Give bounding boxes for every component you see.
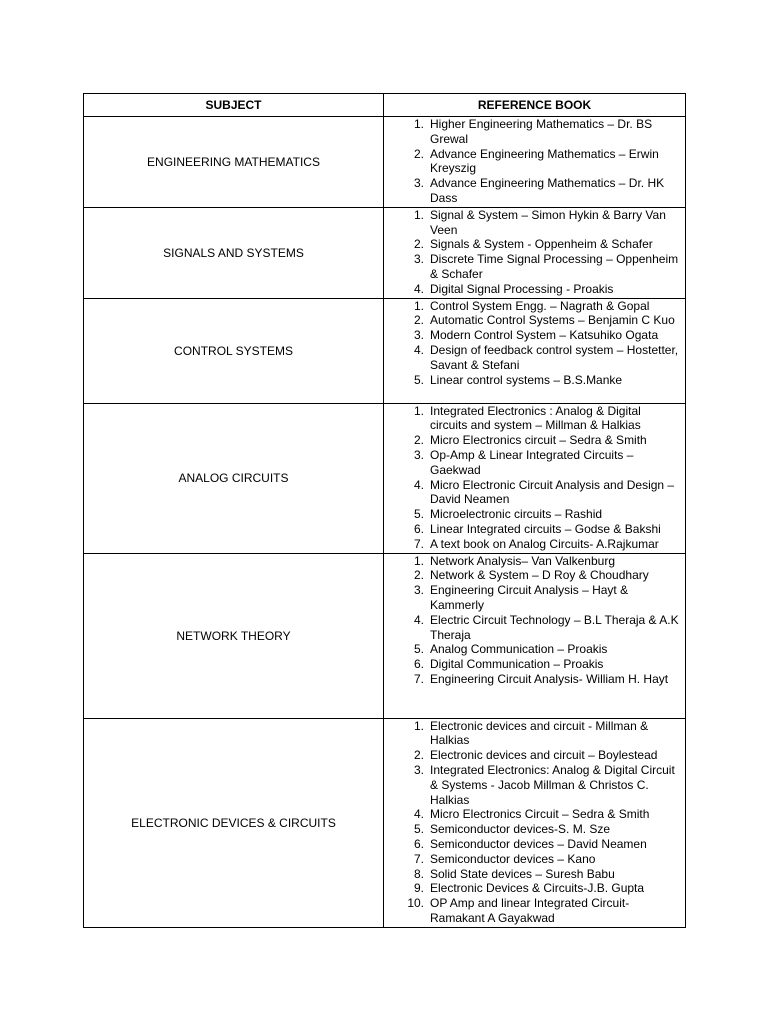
book-list [384, 404, 685, 552]
book-number: 2. [413, 146, 424, 161]
subject-cell: ENGINEERING MATHEMATICS [84, 117, 384, 208]
book-number: 2. [413, 433, 424, 448]
book-item [384, 657, 685, 672]
book-list [384, 554, 685, 687]
book-item [384, 448, 685, 478]
book-item [384, 478, 685, 508]
book-title: Network & System – D Roy & Choudhary [430, 568, 649, 583]
book-title: Discrete Time Signal Processing – Oppenheim & Schafer [430, 252, 679, 281]
table-row [84, 403, 686, 553]
book-title: Microelectronic circuits – Rashid [430, 507, 603, 522]
book-title: Integrated Electronics : Analog & Digital circuits and system – Millman & Halkias [430, 403, 641, 433]
book-item [384, 867, 685, 882]
book-number: 2. [413, 748, 424, 763]
book-number: 8. [413, 866, 424, 881]
book-number: 6. [413, 836, 424, 851]
book-number: 7. [413, 536, 424, 551]
book-list [384, 208, 685, 297]
book-number: 3. [413, 762, 424, 777]
book-item [384, 507, 685, 522]
book-title: Engineering Circuit Analysis – Hayt & Kammerly [430, 583, 629, 612]
book-title: Micro Electronics Circuit – Sedra & Smith [430, 807, 650, 822]
book-list [384, 117, 685, 206]
book-item [384, 881, 685, 896]
book-item [384, 299, 685, 314]
book-number: 3. [413, 447, 424, 462]
book-title: Electric Circuit Technology – B.L Theraja & A.K Theraja [430, 612, 679, 642]
book-title: Op-Amp & Linear Integrated Circuits – Gaekwad [430, 447, 634, 477]
book-number: 7. [413, 851, 424, 866]
reference-book-header: REFERENCE BOOK [384, 94, 686, 117]
book-item [384, 672, 685, 687]
books-cell [384, 298, 686, 403]
book-list [384, 719, 685, 926]
subject-cell: CONTROL SYSTEMS [84, 298, 384, 403]
book-item [384, 763, 685, 807]
book-title: Network Analysis– Van Valkenburg [430, 553, 615, 568]
book-number: 3. [413, 252, 424, 267]
book-number: 5. [413, 372, 424, 387]
book-title: OP Amp and linear Integrated Circuit-Ramakant A Gayakwad [430, 896, 630, 925]
book-item [384, 404, 685, 434]
book-item [384, 554, 685, 569]
book-title: Semiconductor devices-S. M. Sze [430, 822, 611, 837]
book-title: Higher Engineering Mathematics – Dr. BS Grewal [430, 117, 653, 146]
book-number: 6. [413, 657, 424, 672]
book-item [384, 343, 685, 373]
book-title: Signals & System - Oppenheim & Schafer [430, 237, 653, 252]
book-item [384, 613, 685, 643]
book-title: Semiconductor devices – David Neamen [430, 836, 647, 851]
book-title: Signal & System – Simon Hykin & Barry Van Veen [430, 207, 666, 237]
book-number: 3. [413, 328, 424, 343]
book-number: 4. [413, 807, 424, 822]
book-number: 1. [413, 298, 424, 313]
book-number: 5. [413, 642, 424, 657]
book-item [384, 807, 685, 822]
book-title: Semiconductor devices – Kano [430, 851, 596, 866]
book-item [384, 252, 685, 282]
book-title: Electronic devices and circuit - Millman & Halkias [430, 718, 649, 748]
book-item [384, 852, 685, 867]
book-number: 1. [413, 117, 424, 131]
book-item [384, 748, 685, 763]
subject-cell: SIGNALS AND SYSTEMS [84, 207, 384, 298]
book-title: Automatic Control Systems – Benjamin C Kuo [430, 313, 675, 328]
book-item [384, 822, 685, 837]
book-number: 2. [413, 313, 424, 328]
book-number: 4. [413, 612, 424, 627]
book-item [384, 522, 685, 537]
book-item [384, 719, 685, 749]
book-item [384, 176, 685, 206]
book-title: Advance Engineering Mathematics – Erwin Kreyszig [430, 146, 659, 176]
table-row [84, 718, 686, 927]
book-title: Analog Communication – Proakis [430, 642, 608, 657]
book-item [384, 208, 685, 238]
books-cell [384, 718, 686, 927]
book-title: Modern Control System – Katsuhiko Ogata [430, 328, 659, 343]
book-number: 1. [413, 718, 424, 733]
book-number: 3. [413, 583, 424, 598]
book-item [384, 837, 685, 852]
book-title: Advance Engineering Mathematics – Dr. HK Dass [430, 176, 665, 205]
book-item [384, 537, 685, 552]
reference-book-table [83, 93, 686, 928]
subject-cell: ELECTRONIC DEVICES & CIRCUITS [84, 718, 384, 927]
books-cell [384, 117, 686, 208]
book-number: 4. [413, 342, 424, 357]
book-title: Micro Electronic Circuit Analysis and Design – David Neamen [430, 477, 675, 507]
book-item [384, 328, 685, 343]
book-number: 10. [407, 896, 424, 911]
book-title: Electronic Devices & Circuits-J.B. Gupta [430, 881, 645, 896]
book-number: 4. [413, 281, 424, 296]
book-number: 1. [413, 207, 424, 222]
book-number: 1. [413, 553, 424, 568]
book-title: Electronic devices and circuit – Boylestead [430, 748, 658, 763]
book-number: 2. [413, 237, 424, 252]
books-cell [384, 207, 686, 298]
book-number: 2. [413, 568, 424, 583]
book-list [384, 299, 685, 388]
book-number: 9. [413, 881, 424, 896]
book-title: Linear control systems – B.S.Manke [430, 372, 623, 387]
table-row [84, 207, 686, 298]
book-item [384, 433, 685, 448]
table-row [84, 298, 686, 403]
book-item [384, 147, 685, 177]
book-title: Integrated Electronics: Analog & Digital Circuit & Systems - Jacob Millman & Christos C. Halkias [430, 762, 675, 807]
book-title: Digital Signal Processing - Proakis [430, 281, 614, 296]
book-number: 3. [413, 176, 424, 191]
book-title: Solid State devices – Suresh Babu [430, 866, 615, 881]
book-item [384, 313, 685, 328]
subject-cell: NETWORK THEORY [84, 553, 384, 718]
book-item [384, 117, 685, 147]
book-item [384, 568, 685, 583]
subject-header: SUBJECT [84, 94, 384, 117]
book-number: 7. [413, 671, 424, 686]
book-title: Digital Communication – Proakis [430, 657, 604, 672]
books-cell [384, 403, 686, 553]
book-title: Design of feedback control system – Hostetter, Savant & Stefani [430, 342, 679, 372]
table-row [84, 553, 686, 718]
book-item [384, 896, 685, 926]
book-item [384, 583, 685, 613]
book-title: Engineering Circuit Analysis- William H. Hayt [430, 671, 669, 686]
book-title: Control System Engg. – Nagrath & Gopal [430, 298, 650, 313]
book-item [384, 282, 685, 297]
table-row [84, 117, 686, 208]
subject-cell: ANALOG CIRCUITS [84, 403, 384, 553]
book-number: 1. [413, 403, 424, 418]
book-item [384, 642, 685, 657]
books-cell [384, 553, 686, 718]
book-title: Linear Integrated circuits – Godse & Bakshi [430, 521, 661, 536]
book-item [384, 237, 685, 252]
book-title: Micro Electronics circuit – Sedra & Smith [430, 433, 647, 448]
book-title: A text book on Analog Circuits- A.Rajkumar [430, 536, 659, 551]
header-row [84, 94, 686, 117]
book-number: 4. [413, 477, 424, 492]
book-number: 5. [413, 507, 424, 522]
book-number: 6. [413, 521, 424, 536]
book-item [384, 373, 685, 388]
book-number: 5. [413, 822, 424, 837]
